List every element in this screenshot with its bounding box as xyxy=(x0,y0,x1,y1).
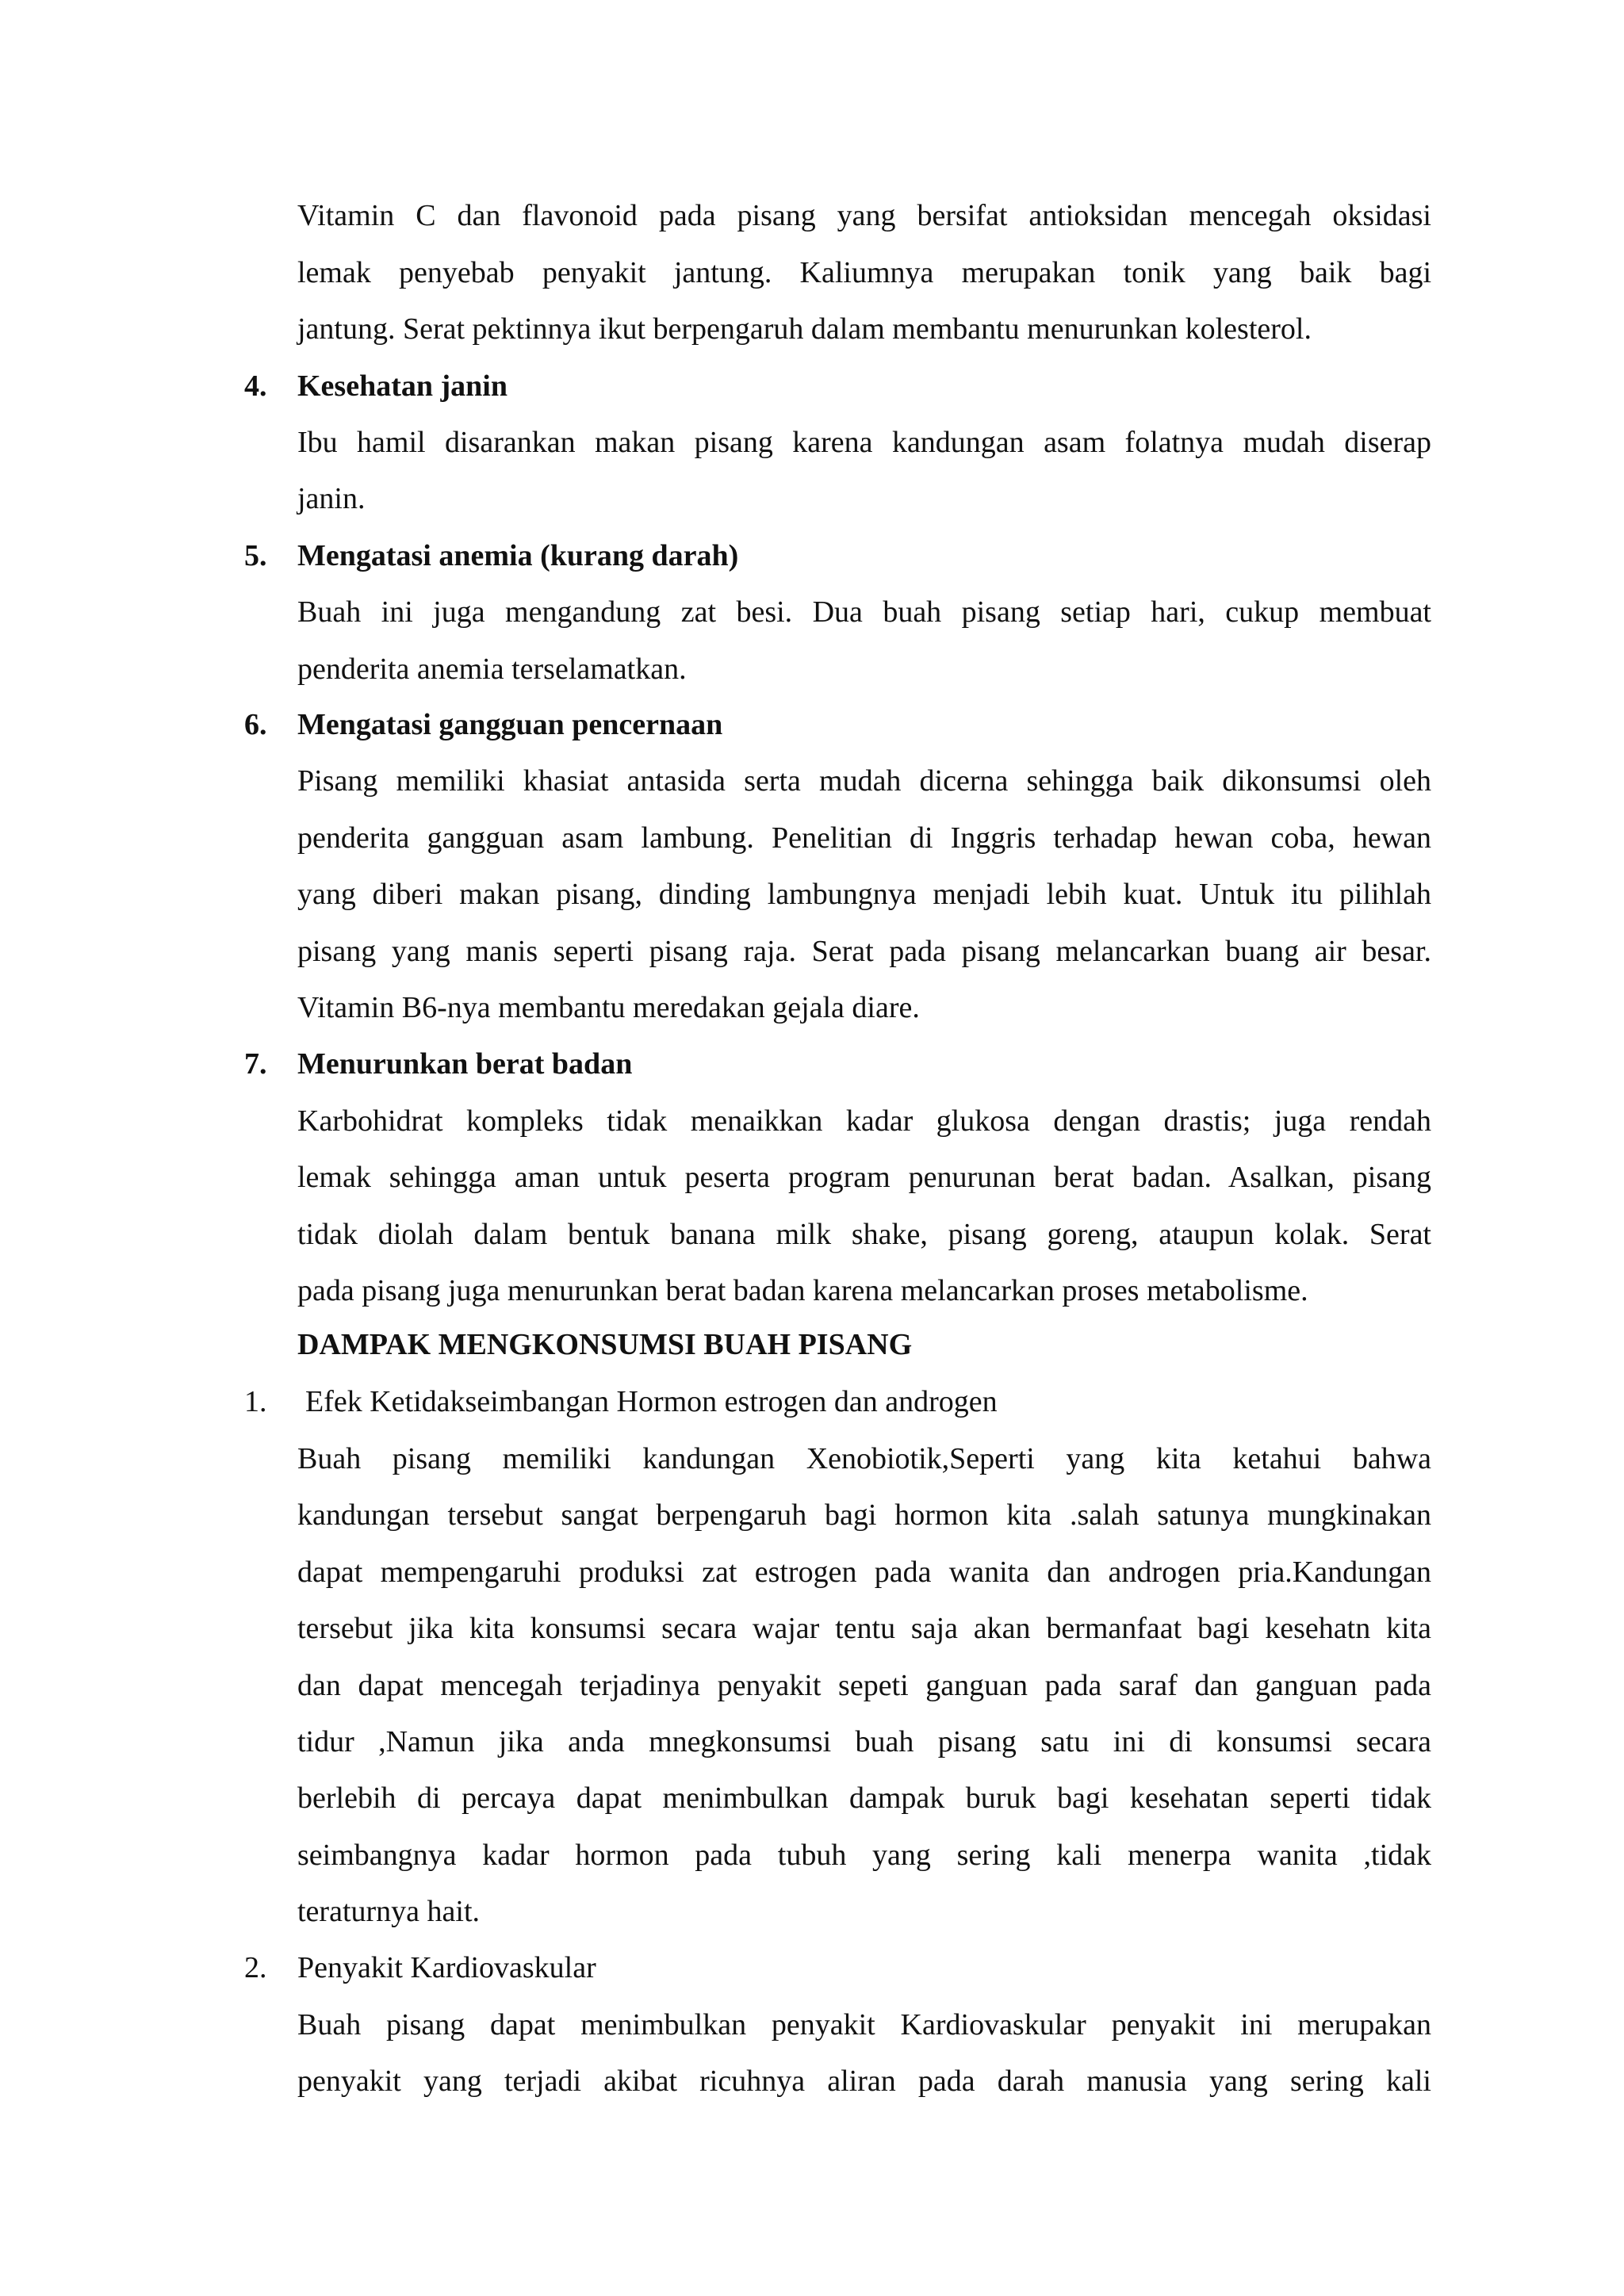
list-number: 1. xyxy=(244,1385,267,1418)
list-item-text: Vitamin B6-nya membantu meredakan gejala diare. xyxy=(297,991,920,1024)
list-item-title: Penyakit Kardiovaskular xyxy=(297,1951,596,1984)
list-item-text: Karbohidrat kompleks tidak menaikkan kadar glukosa dengan drastis; juga rendah xyxy=(297,1104,1431,1138)
list-item-title: Kesehatan janin xyxy=(297,369,508,403)
list-item-text: teraturnya hait. xyxy=(297,1895,481,1928)
list-number: 4. xyxy=(244,369,267,403)
list-item-text: tersebut jika kita konsumsi secara wajar tentu saja akan bermanfaat bagi kesehatn kita xyxy=(297,1612,1431,1645)
list-item-text: seimbangnya kadar hormon pada tubuh yang sering kali menerpa wanita ,tidak xyxy=(297,1839,1431,1872)
list-item-text: penyakit yang terjadi akibat ricuhnya aliran pada darah manusia yang sering kali xyxy=(297,2064,1431,2098)
list-item-text: janin. xyxy=(297,482,366,515)
list-item-text: Buah pisang dapat menimbulkan penyakit Kardiovaskular penyakit ini merupakan xyxy=(297,2008,1431,2042)
list-item-text: yang diberi makan pisang, dinding lambungnya menjadi lebih kuat. Untuk itu pilihlah xyxy=(297,878,1431,911)
list-item-text: pisang yang manis seperti pisang raja. Serat pada pisang melancarkan buang air besar. xyxy=(297,935,1431,968)
list-item-title: Mengatasi gangguan pencernaan xyxy=(297,708,723,741)
list-item-title: Menurunkan berat badan xyxy=(297,1047,633,1081)
list-item-title: Efek Ketidakseimbangan Hormon estrogen dan androgen xyxy=(305,1385,998,1418)
intro-line: lemak penyebab penyakit jantung. Kaliumnya merupakan tonik yang baik bagi xyxy=(297,256,1431,289)
section-heading: DAMPAK MENGKONSUMSI BUAH PISANG xyxy=(297,1328,913,1361)
list-item-text: lemak sehingga aman untuk peserta program penurunan berat badan. Asalkan, pisang xyxy=(297,1161,1431,1194)
list-item-text: tidur ,Namun jika anda mnegkonsumsi buah pisang satu ini di konsumsi secara xyxy=(297,1725,1431,1758)
list-item-text: dan dapat mencegah terjadinya penyakit sepeti ganguan pada saraf dan ganguan pada xyxy=(297,1669,1431,1702)
list-item-text: penderita gangguan asam lambung. Penelitian di Inggris terhadap hewan coba, hewan xyxy=(297,821,1431,855)
list-item-text: Ibu hamil disarankan makan pisang karena kandungan asam folatnya mudah diserap xyxy=(297,426,1431,459)
list-item-text: Buah ini juga mengandung zat besi. Dua buah pisang setiap hari, cukup membuat xyxy=(297,595,1431,629)
list-number: 6. xyxy=(244,708,267,741)
list-number: 5. xyxy=(244,539,267,572)
list-item-text: penderita anemia terselamatkan. xyxy=(297,652,687,686)
list-item-text: berlebih di percaya dapat menimbulkan dampak buruk bagi kesehatan seperti tidak xyxy=(297,1781,1431,1815)
list-item-text: Buah pisang memiliki kandungan Xenobiotik,Seperti yang kita ketahui bahwa xyxy=(297,1442,1431,1475)
list-item-text: tidak diolah dalam bentuk banana milk shake, pisang goreng, ataupun kolak. Serat xyxy=(297,1218,1431,1251)
intro-line: jantung. Serat pektinnya ikut berpengaruh dalam membantu menurunkan kolesterol. xyxy=(297,312,1312,346)
list-item-text: pada pisang juga menurunkan berat badan karena melancarkan proses metabolisme. xyxy=(297,1274,1308,1307)
list-item-text: Pisang memiliki khasiat antasida serta mudah dicerna sehingga baik dikonsumsi oleh xyxy=(297,764,1431,798)
intro-line: Vitamin C dan flavonoid pada pisang yang bersifat antioksidan mencegah oksidasi xyxy=(297,199,1431,232)
list-number: 7. xyxy=(244,1047,267,1081)
list-item-title: Mengatasi anemia (kurang darah) xyxy=(297,539,739,572)
list-number: 2. xyxy=(244,1951,267,1984)
list-item-text: kandungan tersebut sangat berpengaruh bagi hormon kita .salah satunya mungkinakan xyxy=(297,1498,1431,1532)
list-item-text: dapat mempengaruhi produksi zat estrogen pada wanita dan androgen pria.Kandungan xyxy=(297,1556,1431,1589)
